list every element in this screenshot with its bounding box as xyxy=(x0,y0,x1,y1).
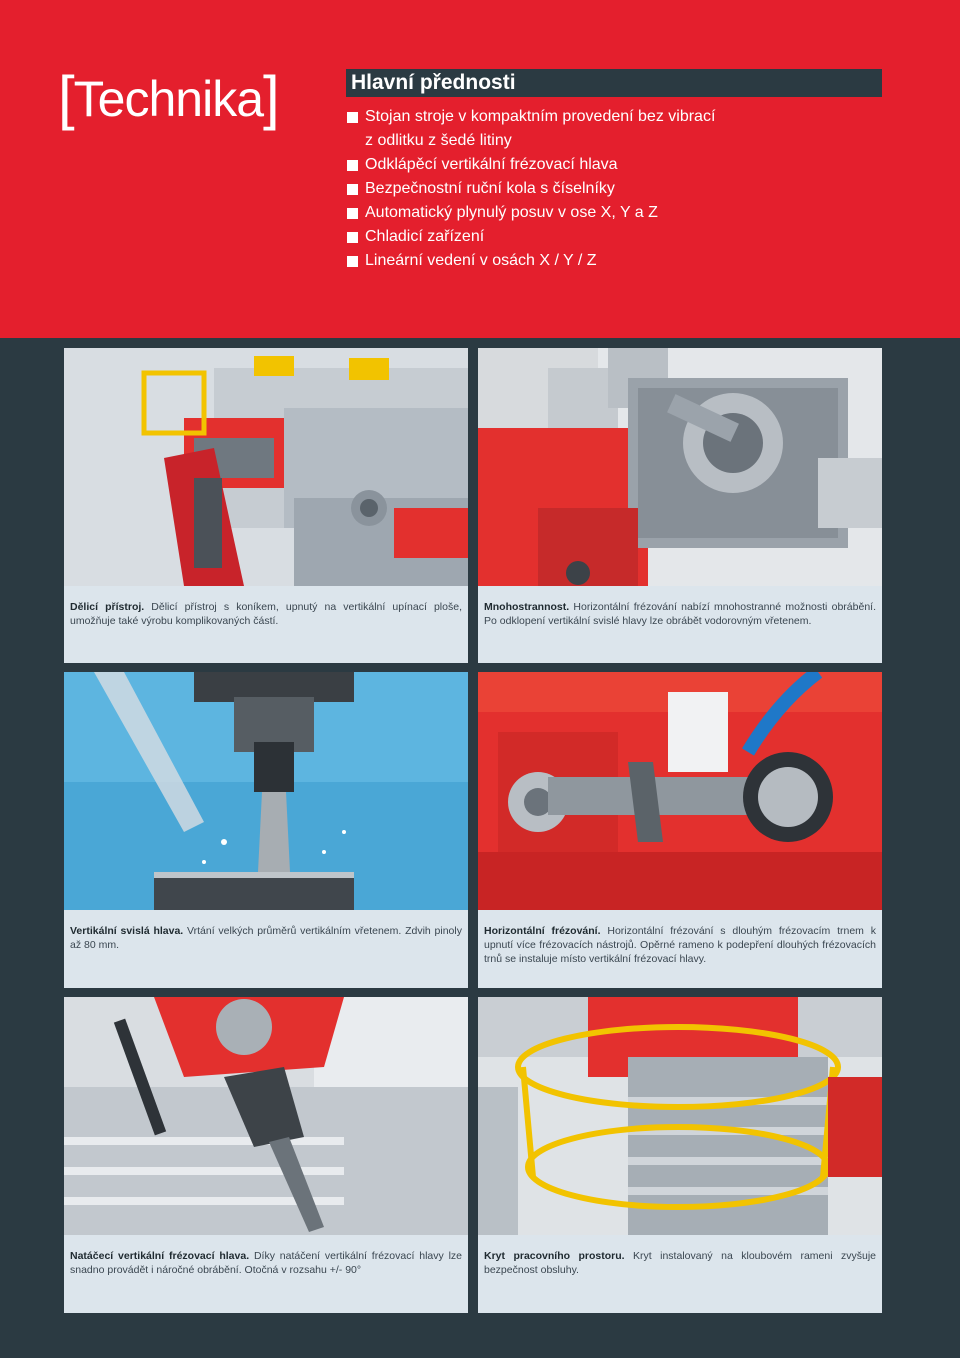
bullet-square-icon xyxy=(347,256,358,267)
photo-panel-horizontal-milling xyxy=(478,672,882,988)
caption-title: Natáčecí vertikální frézovací hlava. xyxy=(70,1250,250,1262)
section-title xyxy=(58,64,279,131)
vertical-head-photo xyxy=(64,672,468,910)
photo-panel-versatility xyxy=(478,348,882,663)
feature-text: Bezpečnostní ruční kola s číselníky xyxy=(365,180,615,197)
dividing-head-photo xyxy=(64,348,468,586)
caption-title: Mnohostrannost. xyxy=(484,601,570,613)
versatility-photo xyxy=(478,348,882,586)
bullet-square-icon xyxy=(347,184,358,195)
caption xyxy=(484,924,876,966)
section-title-text: Technika xyxy=(73,71,264,127)
photo-panel-vertical-head xyxy=(64,672,468,988)
caption xyxy=(484,1249,876,1277)
caption-text: Horizontální frézování s dlouhým frézovacím trnem k upnutí více frézovacích nástrojů. Opěrné rameno k podepření dlouhých frézovacích trnů se instaluje místo vertikální frézovací hlavy. xyxy=(484,925,877,965)
caption xyxy=(70,924,462,952)
photo-panel-dividing-head xyxy=(64,348,468,663)
features-list xyxy=(346,105,882,273)
caption-title: Kryt pracovního prostoru. xyxy=(484,1250,625,1262)
caption xyxy=(70,600,462,628)
caption xyxy=(484,600,876,628)
photo-panel-safety-guard xyxy=(478,997,882,1313)
bracket-close: ] xyxy=(263,64,279,131)
swivel-head-photo xyxy=(64,997,468,1235)
feature-item xyxy=(346,153,882,177)
header-band xyxy=(0,0,960,338)
features-box xyxy=(346,69,882,273)
feature-item xyxy=(346,105,882,153)
bullet-square-icon xyxy=(347,112,358,123)
feature-text: Stojan stroje v kompaktním provedení bez vibrací xyxy=(365,108,716,125)
feature-item xyxy=(346,249,882,273)
caption-text: Vrtání velkých průměrů vertikálním vřetenem. Zdvih pinoly až 80 mm. xyxy=(70,925,462,951)
horizontal-milling-photo xyxy=(478,672,882,910)
features-title: Hlavní přednosti xyxy=(346,69,882,97)
feature-item xyxy=(346,177,882,201)
caption-title: Vertikální svislá hlava. xyxy=(70,925,184,937)
caption-title: Horizontální frézování. xyxy=(484,925,601,937)
feature-text: Lineární vedení v osách X / Y / Z xyxy=(365,252,597,269)
caption-text: Horizontální frézování nabízí mnohostranné možnosti obrábění. Po odklopení vertikální svislé hlavy lze obrábět vodorovným vřetenem. xyxy=(484,601,876,627)
bullet-square-icon xyxy=(347,232,358,243)
feature-item xyxy=(346,225,882,249)
feature-text: Automatický plynulý posuv v ose X, Y a Z xyxy=(365,204,658,221)
bracket-open: [ xyxy=(58,64,74,131)
feature-text: Odklápěcí vertikální frézovací hlava xyxy=(365,156,618,173)
photo-panel-swivel-head xyxy=(64,997,468,1313)
caption xyxy=(70,1249,462,1277)
feature-item xyxy=(346,201,882,225)
caption-text: Kryt instalovaný na kloubovém rameni zvyšuje bezpečnost obsluhy. xyxy=(484,1250,877,1276)
feature-text: Chladicí zařízení xyxy=(365,228,485,245)
bullet-square-icon xyxy=(347,160,358,171)
caption-title: Dělicí přístroj. xyxy=(70,601,145,613)
caption-text: Dělicí přístroj s koníkem, upnutý na vertikální upínací ploše, umožňuje také výrobu komplikovaných částí. xyxy=(70,601,462,627)
feature-text-continued: z odlitku z šedé litiny xyxy=(365,132,512,149)
caption-text: Díky natáčení vertikální frézovací hlavy lze snadno provádět i náročné obrábění. Otočná v rozsahu +/- 90° xyxy=(70,1250,463,1276)
bullet-square-icon xyxy=(347,208,358,219)
safety-guard-photo xyxy=(478,997,882,1235)
